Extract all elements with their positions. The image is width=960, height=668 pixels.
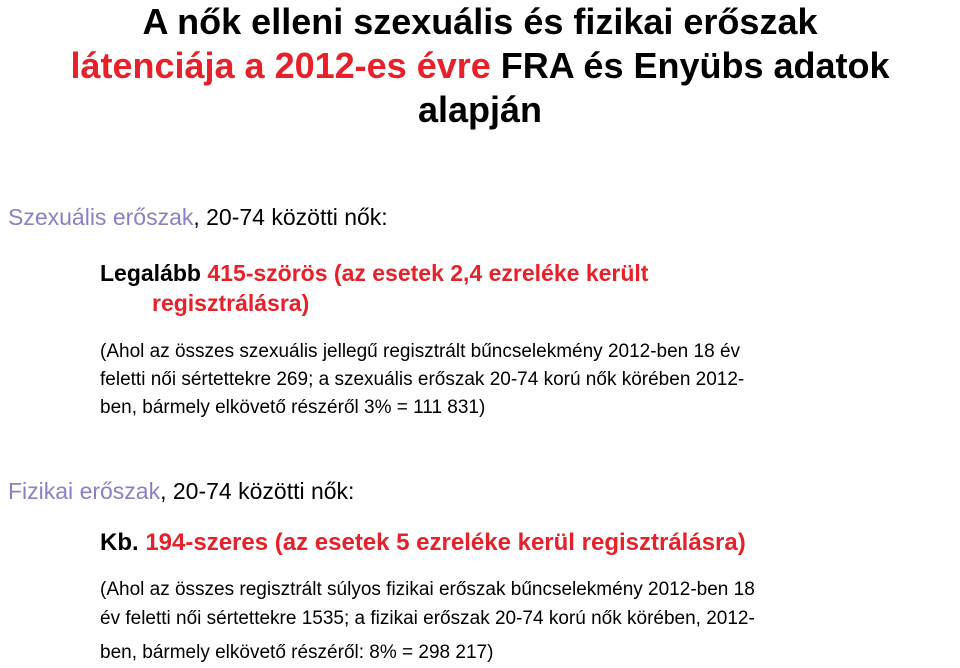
section1-headline-red-1: 415-szörös (az esetek 2,4 ezreléke került (207, 260, 649, 286)
section-physical-violence-label (8, 478, 354, 505)
section1-headline-line-1 (100, 258, 648, 288)
section1-detail-line-3: ben, bármely elkövető részéről 3% = 111 831) (100, 397, 486, 418)
section-sexual-violence-label (8, 204, 388, 231)
section2-detail-line-1: (Ahol az összes regisztrált súlyos fizikai erőszak bűncselekmény 2012-ben 18 (100, 579, 755, 600)
section2-detail-line-3: ben, bármely elkövető részéről: 8% = 298 217) (100, 642, 494, 663)
title-line-3: alapján (417, 89, 543, 130)
title-line-1: A nők elleni szexuális és fizikai erőszak (142, 1, 818, 42)
section1-label-rest: , 20-74 közötti nők: (193, 204, 388, 230)
section1-label-highlight: Szexuális erőszak (8, 204, 194, 230)
section1-detail-line-2: feletti női sértettekre 269; a szexuális erőszak 20-74 korú nők körében 2012- (100, 369, 745, 390)
section1-detail-line-1: (Ahol az összes szexuális jellegű regisztrált bűncselekmény 2012-ben 18 év (100, 341, 741, 362)
title-line-2-red: látenciája a 2012-es évre (70, 45, 501, 86)
section2-headline (100, 528, 746, 558)
section2-headline-red: 194-szeres (az esetek 5 ezreléke kerül regisztrálásra) (145, 529, 746, 556)
section2-label-highlight-1: Fizikai (8, 478, 80, 504)
section2-label-highlight-2: erőszak (79, 478, 161, 504)
section1-headline-line-2: regisztrálásra) (152, 290, 310, 316)
section2-detail-line-2: év feletti női sértettekre 1535; a fizikai erőszak 20-74 korú nők körében, 2012- (100, 608, 755, 629)
title-line-2-black: FRA és Enyübs adatok (500, 45, 890, 86)
section2-label-rest: , 20-74 közötti nők: (160, 478, 355, 504)
section1-headline-prefix: Legalább (100, 260, 208, 286)
title-line-2 (0, 44, 960, 88)
section2-headline-prefix: Kb. (100, 529, 146, 556)
